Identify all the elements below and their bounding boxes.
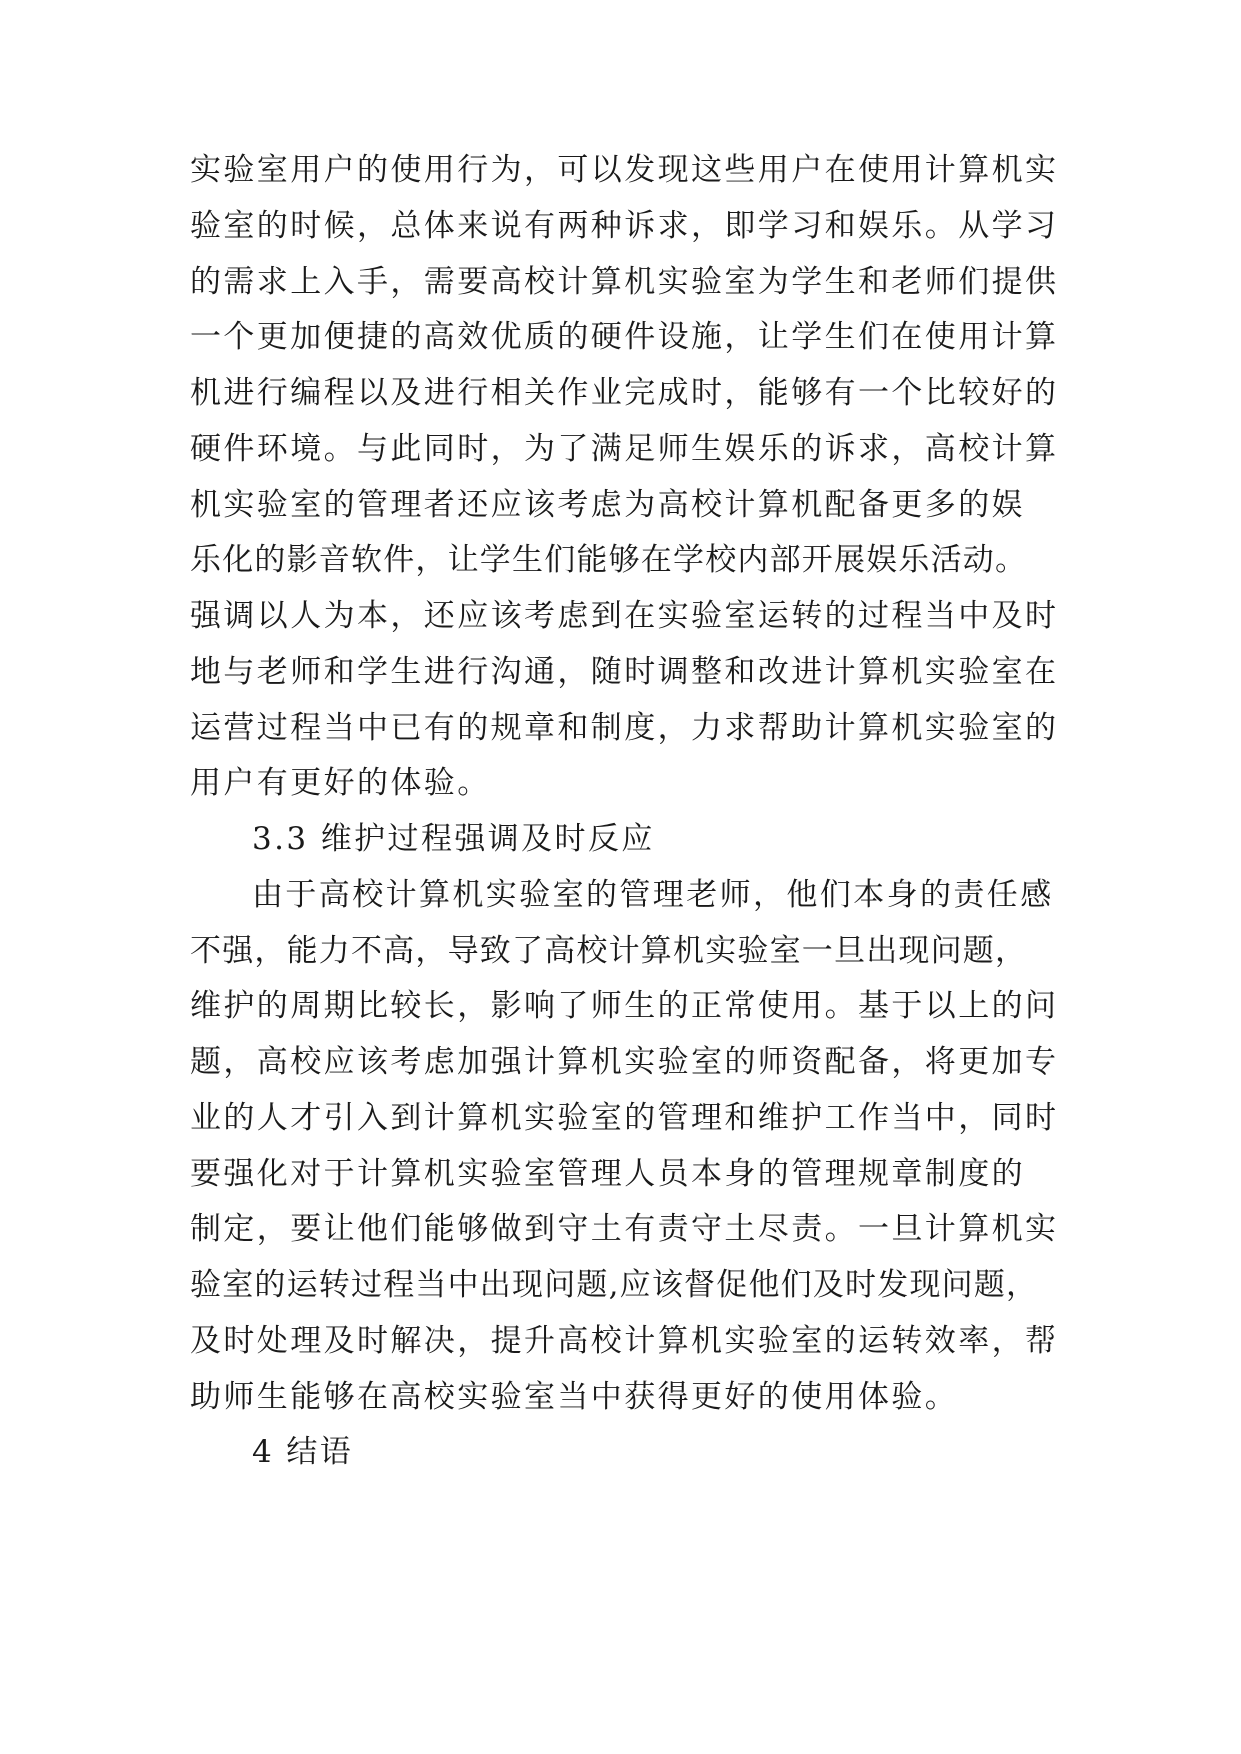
section-heading-3-3: 3.3 维护过程强调及时反应 [252,821,655,857]
text-line: 题，高校应该考虑加强计算机实验室的师资配备，将更加专 [190,1044,1059,1080]
text-line: 不强，能力不高，导致了高校计算机实验室一旦出现问题， [190,933,1028,969]
text-line: 强调以人为本，还应该考虑到在实验室运转的过程当中及时 [190,598,1059,634]
text-line: 助师生能够在高校实验室当中获得更好的使用体验。 [190,1379,959,1415]
text-line: 制定，要让他们能够做到守土有责守土尽责。一旦计算机实 [190,1211,1059,1247]
text-line: 业的人才引入到计算机实验室的管理和维护工作当中，同时 [190,1100,1059,1136]
text-line: 由于高校计算机实验室的管理老师，他们本身的责任感 [252,877,1054,913]
text-line: 及时处理及时解决，提升高校计算机实验室的运转效率，帮 [190,1323,1059,1359]
text-line: 要强化对于计算机实验室管理人员本身的管理规章制度的 [190,1156,1025,1192]
text-line: 乐化的影音软件，让学生们能够在学校内部开展娱乐活动。 [190,542,1028,578]
text-line: 机进行编程以及进行相关作业完成时，能够有一个比较好的 [190,375,1059,411]
text-line: 机实验室的管理者还应该考虑为高校计算机配备更多的娱 [190,487,1025,523]
text-line: 的需求上入手，需要高校计算机实验室为学生和老师们提供 [190,264,1059,300]
text-line: 实验室用户的使用行为，可以发现这些用户在使用计算机实 [190,152,1059,188]
text-line: 维护的周期比较长，影响了师生的正常使用。基于以上的问 [190,988,1059,1024]
text-line: 验室的时候，总体来说有两种诉求，即学习和娱乐。从学习 [190,208,1059,244]
section-heading-4: 4 结语 [252,1434,354,1470]
text-line: 验室的运转过程当中出现问题,应该督促他们及时发现问题， [190,1267,1039,1303]
text-line: 用户有更好的体验。 [190,765,491,801]
text-line: 运营过程当中已有的规章和制度，力求帮助计算机实验室的 [190,710,1059,746]
text-line: 地与老师和学生进行沟通，随时调整和改进计算机实验室在 [190,654,1059,690]
text-line: 一个更加便捷的高效优质的硬件设施，让学生们在使用计算 [190,319,1059,355]
text-line: 硬件环境。与此同时，为了满足师生娱乐的诉求，高校计算 [190,431,1059,467]
